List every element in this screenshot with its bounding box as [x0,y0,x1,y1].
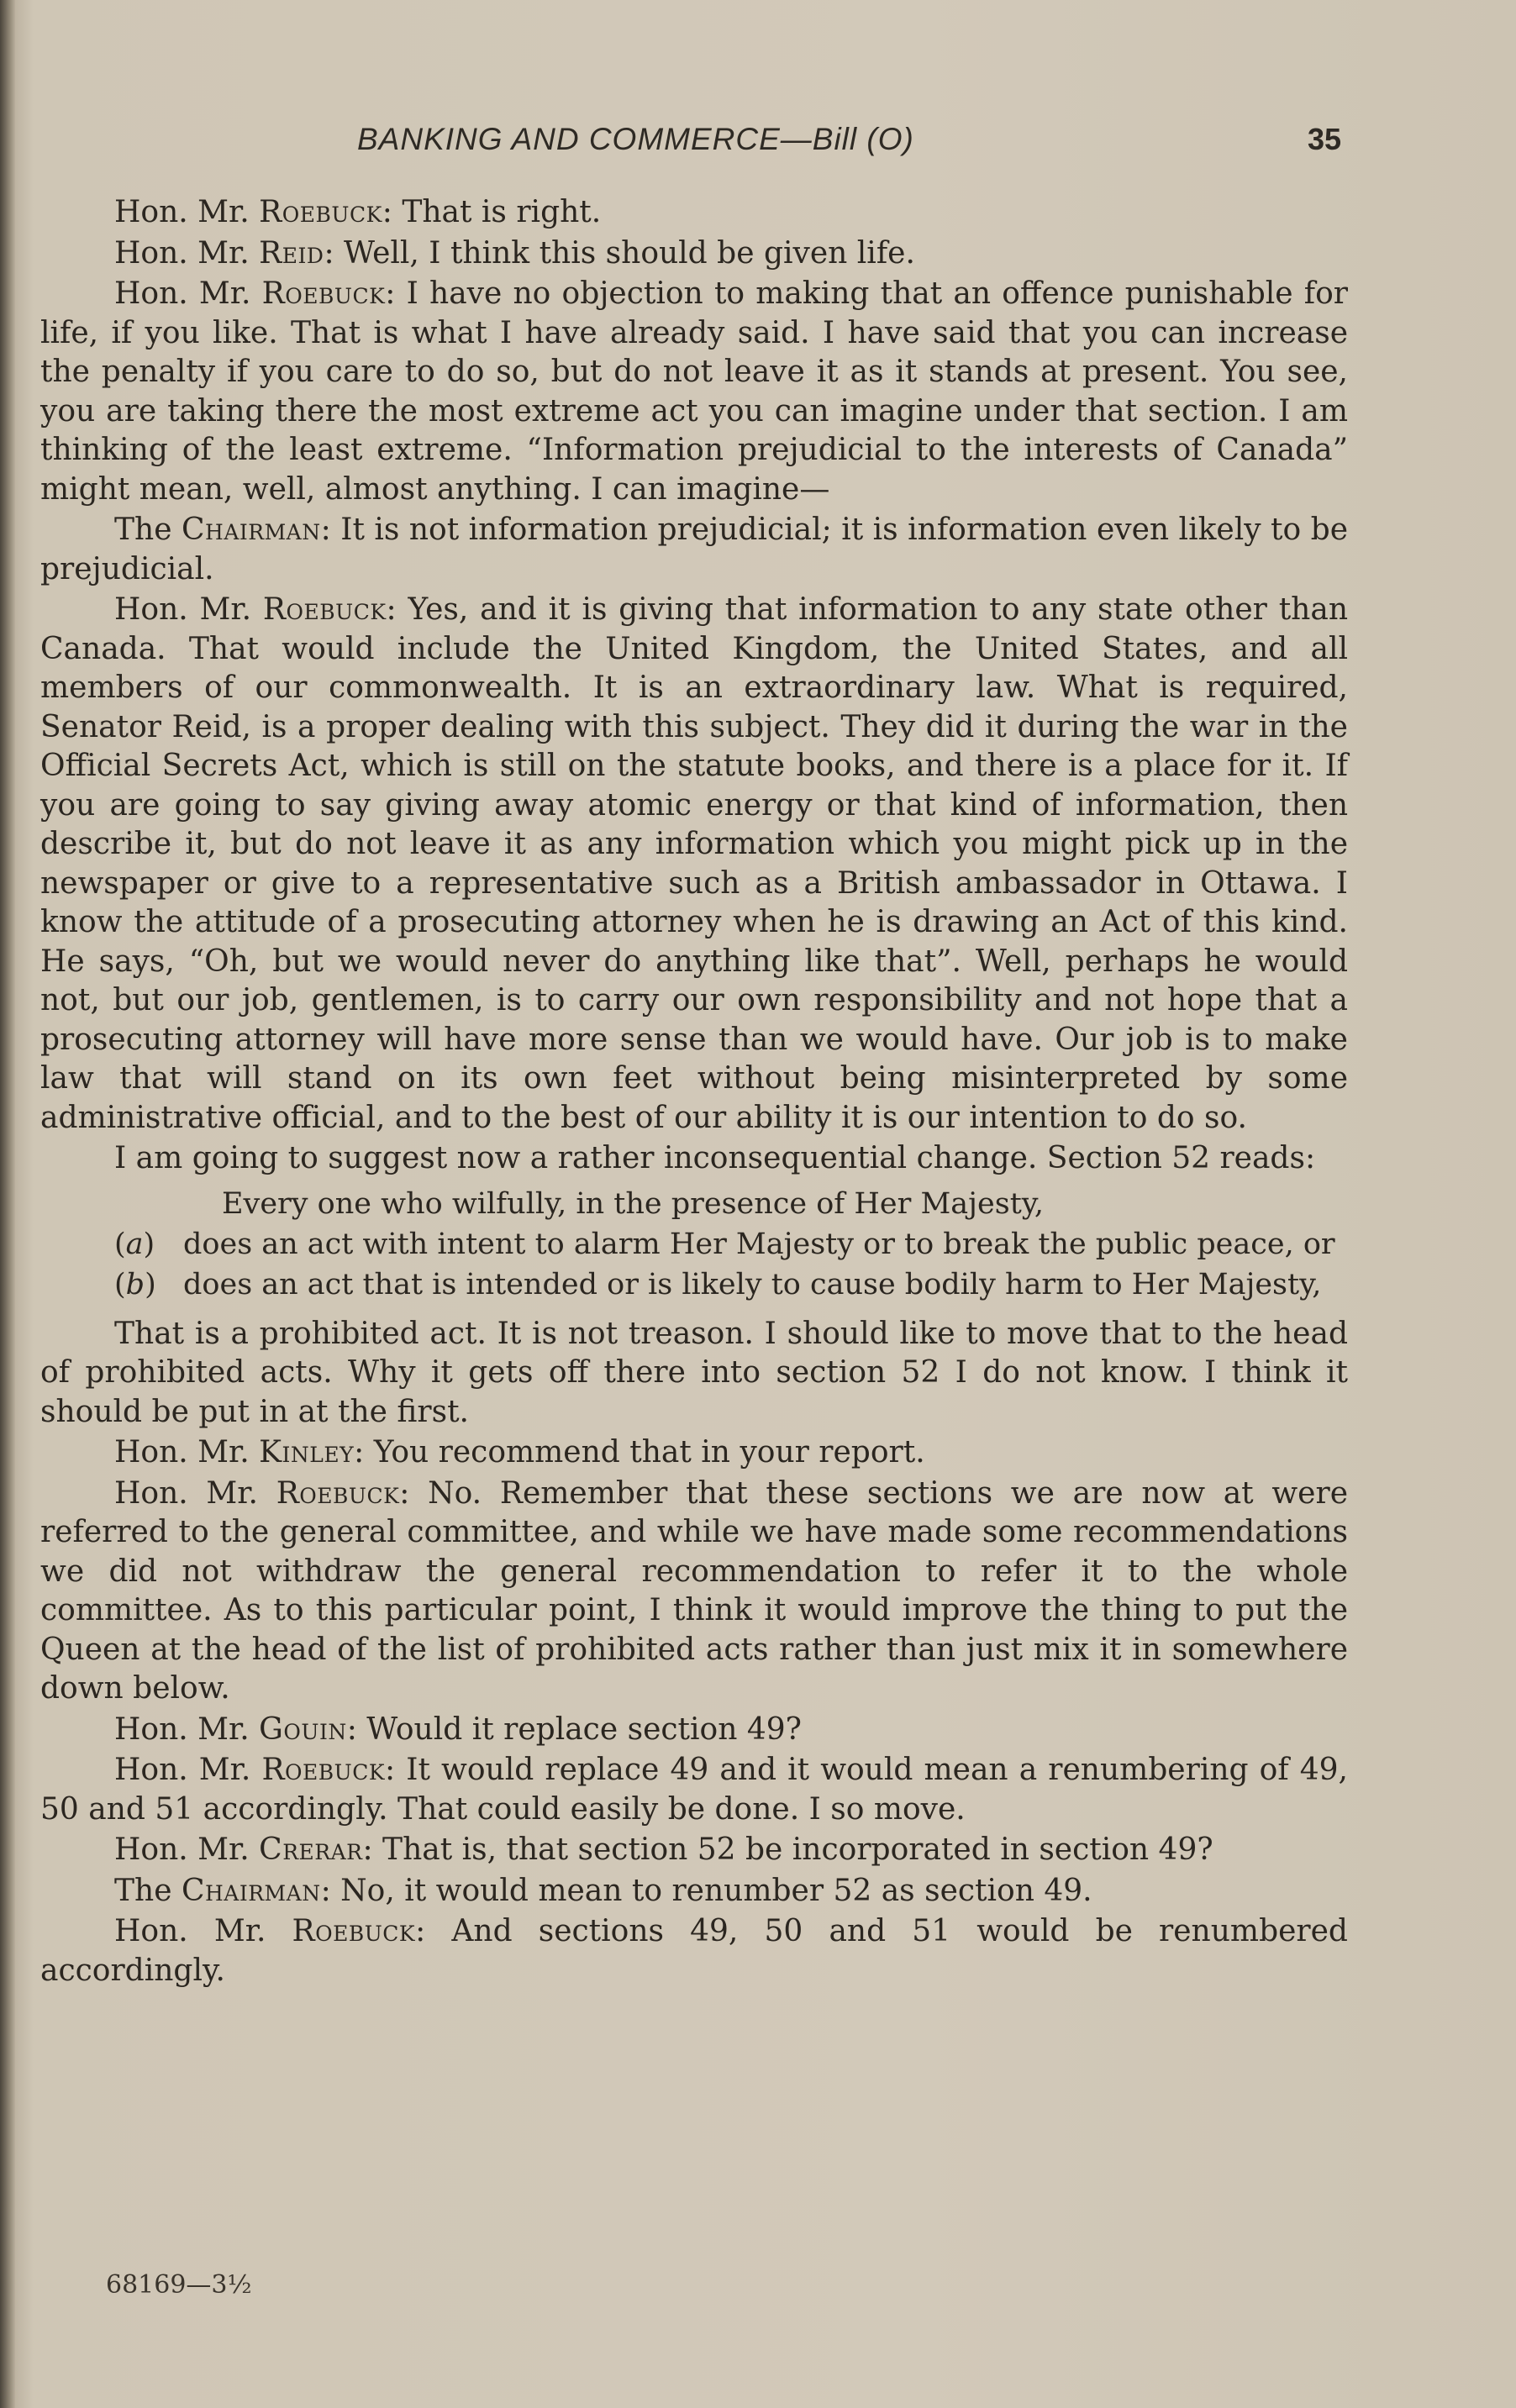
page-number: 35 [1308,122,1342,156]
quote-item-text: does an act with intent to alarm Her Majesty or to break the public peace, or [183,1227,1335,1261]
paragraph-text: : It is not information prejudicial; it is information even likely to be prejudicial. [40,513,1348,586]
paragraph [40,1912,1348,1990]
quote-lead: Every one who wilfully, in the presence of Her Majesty, [222,1186,1045,1221]
paragraph-text: : That is, that section 52 be incorporated in section 49? [362,1832,1213,1867]
paragraph [40,1751,1348,1829]
speaker-prefix: Hon. Mr. [114,1832,260,1867]
speaker-prefix: Hon. Mr. [114,1435,260,1470]
paragraph [40,1831,1348,1870]
quote-item-label: (b) [114,1267,156,1301]
page-header [0,122,1516,164]
speaker-prefix: Hon. Mr. [114,592,263,627]
paragraph-text: That is a prohibited act. It is not treason. I should like to move that to the head of prohibited acts. Why it gets off there into section 52 I do not know. I think it should be put in at the first. [40,1316,1348,1429]
running-title: BANKING AND COMMERCE—Bill (O) [357,122,914,156]
signature-mark: 68169—3½ [106,2270,252,2300]
paragraph [40,1139,1348,1179]
paragraph [40,1433,1348,1473]
paragraph-text: : You recommend that in your report. [354,1435,925,1470]
paragraph-text: : That is right. [382,195,602,229]
speaker-name: Chairman [181,1873,321,1908]
paragraph-text: I am going to suggest now a rather inconsequential change. Section 52 reads: [114,1141,1316,1175]
speaker-prefix: Hon. Mr. [114,235,260,271]
speaker-name: Kinley [259,1435,355,1470]
paragraph [40,1872,1348,1911]
quote-item [114,1226,1348,1263]
paragraph [40,193,1348,233]
speaker-name: Roebuck [292,1914,416,1948]
paragraph-text: : Yes, and it is giving that information to any state other than Canada. That would include the United Kingdom, the United States, and all members of our commonwealth. It is an extraordinary law. What is required, Senator Reid, is a proper dealing with this subject. They did it during the war in the Official Secrets Act, which is still on the statute books, and there is a place for it. If you are going to say giving away atomic energy or that kind of information, then describe it, but do not leave it as any information which you might pick up in the newspaper or give to a representative such as a British ambassador in Ottawa. I know the attitude of a prosecuting attorney when he is drawing an Act of this kind. He says, “Oh, but we would never do anything like that”. Well, perhaps he would not, but our job, gentlemen, is to carry our own responsibility and not hope that a prosecuting attorney will have more sense than we would have. Our job is to make law that will stand on its own feet without being misinterpreted by some administrative official, and to the best of our ability it is our intention to do so. [40,592,1348,1135]
speaker-prefix: The [114,1873,182,1908]
paragraph [40,591,1348,1138]
paragraph-text: : It would replace 49 and it would mean a renumbering of 49, 50 and 51 accordingly. That could easily be done. I so move. [40,1753,1348,1827]
paragraph-text: : No. Remember that these sections we are now at were referred to the general committee, and while we have made some recommendations we did not withdraw the general recommendation to refer it to the whole committee. As to this particular point, I think it would improve the thing to put the Queen at the head of the list of prohibited acts rather than just mix it in somewhere down below. [40,1475,1348,1706]
speaker-prefix: Hon. Mr. [114,1711,260,1747]
speaker-prefix: Hon. Mr. [114,1753,262,1787]
page-body [40,193,1348,1992]
paragraph-text: : And sections 49, 50 and 51 would be renumbered accordingly. [40,1914,1348,1988]
speaker-name: Roebuck [259,195,382,229]
paragraph [40,275,1348,509]
paragraph-text: : I have no objection to making that an offence punishable for life, if you like. That is what I have already said. I have said that you can increase the penalty if you care to do so, but do not leave it as it stands at present. You see, you are taking there the most extreme act you can imagine under that section. I am thinking of the least extreme. “Information prejudicial to the interests of Canada” might mean, well, almost anything. I can imagine— [40,276,1348,507]
speaker-prefix: Hon. Mr. [114,195,260,229]
speaker-name: Roebuck [276,1475,400,1511]
speaker-name: Gouin [259,1711,347,1747]
speaker-name: Roebuck [261,276,386,311]
paragraph [40,234,1348,274]
speaker-prefix: The [114,513,182,547]
speaker-name: Chairman [181,513,321,547]
quoted-section-52 [40,1186,1348,1303]
speaker-prefix: Hon. Mr. [114,1914,292,1948]
paragraph [40,511,1348,589]
paragraph [40,1475,1348,1709]
speaker-prefix: Hon. Mr. [114,276,262,311]
paragraph-text: : Would it replace section 49? [346,1711,802,1747]
quote-item-text: does an act that is intended or is likely to cause bodily harm to Her Majesty, [183,1267,1322,1301]
speaker-name: Roebuck [261,1753,386,1787]
paragraph [40,1315,1348,1433]
speaker-name: Reid [259,235,324,271]
paragraph-text: : No, it would mean to renumber 52 as section 49. [320,1873,1092,1908]
book-spine-shadow [0,0,15,2408]
speaker-name: Roebuck [262,592,387,627]
paragraph-text: : Well, I think this should be given life. [324,235,915,271]
paragraph [40,1711,1348,1750]
quote-item-label: (a) [114,1227,155,1261]
speaker-name: Crerar [259,1832,363,1867]
speaker-prefix: Hon. Mr. [114,1475,276,1511]
quote-item [114,1266,1348,1303]
